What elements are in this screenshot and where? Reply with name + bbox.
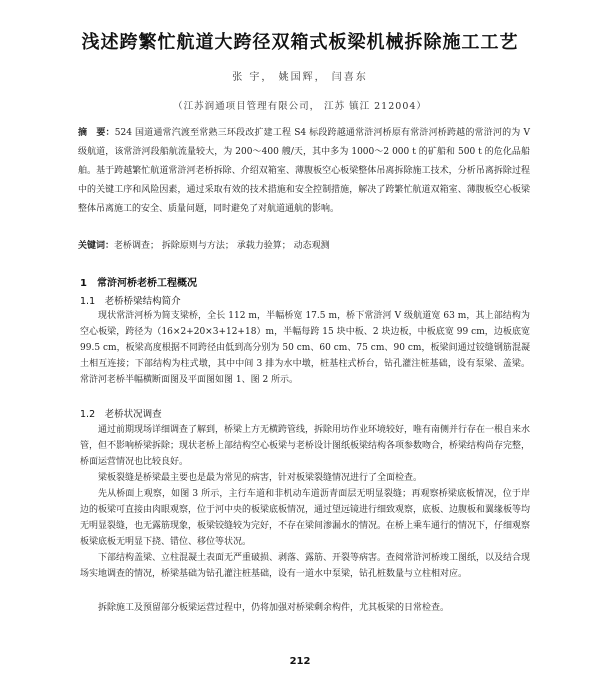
- paper-authors: 张 宇， 姚国辉， 闫喜东: [232, 72, 368, 83]
- paper-title: 浅述跨繁忙航道大跨径双箱式板梁机械拆除施工工艺: [81, 32, 519, 53]
- abstract-block: [78, 124, 530, 219]
- section-1-2-paragraph-3: 先从桥面上观察，如图 3 所示，主行车道和非机动车道沥青面层无明显裂缝；再观察桥梁底板情况，位于岸边的板梁可直接由肉眼观察，位于河中央的板梁底板情况，通过望远镜进行细致观察，底板、边腹板和翼缘板等均无明显裂缝，也无露筋现象，板梁铰缝较为完好，不存在梁间渗漏水的情况。在桥上乘车通行的情况下，仔细观察板梁底板无明显下挠、错位、移位等状况。: [80, 489, 531, 547]
- section-1-1-heading: 1.1 老桥桥梁结构简介: [80, 296, 181, 307]
- abstract-label: 摘 要：: [78, 128, 115, 138]
- section-1-2-paragraph-4: 下部结构盖梁、立柱混凝土表面无严重破损、剥落、露筋、开裂等病害。查阅常浒河桥竣工图纸，以及结合现场实地调查的情况，桥梁基础为钻孔灌注桩基础，设有一道水中泵梁，钻孔桩数量与立柱相对应。: [80, 553, 531, 579]
- section-1-2-paragraph-2: 梁板裂缝是桥梁最主要也是最为常见的病害，针对板梁裂缝情况进行了全面检查。: [98, 473, 423, 483]
- section-1-heading: 1 常浒河桥老桥工程概况: [80, 278, 197, 289]
- keywords-label: 关键词：: [78, 241, 115, 251]
- section-1-2-paragraph-5: 拆除施工及预留部分板梁运营过程中，仍将加强对桥梁剩余构件，尤其板梁的日常检查。: [98, 603, 450, 613]
- section-1-2-heading: 1.2 老桥状况调查: [80, 409, 162, 420]
- keywords-block: [78, 238, 530, 254]
- paper-affiliation: （江苏润通项目管理有限公司， 江苏 镇江 212004）: [173, 101, 427, 112]
- section-1-2-paragraph-1: 通过前期现场详细调查了解到，桥梁上方无横跨管线，拆除用坊作业环境较好，唯有南侧并行存在一根自来水管，但不影响桥梁拆除；现状老桥上部结构空心板梁与老桥设计图纸板梁结构各项参数吻合，桥梁结构尚存完整，桥面运营情况也比较良好。: [80, 425, 531, 467]
- keywords-text: 老桥调查； 拆除原则与方法； 承载力验算； 动态观测: [114, 241, 330, 251]
- page-number: 212: [289, 656, 311, 667]
- abstract-text: 524 国道通常汽渡至常熟三环段改扩建工程 S4 标段跨越通常浒河桥原有常浒河桥跨越的常浒河的为 V 级航道，该常浒河段船航流量较大，为 200～400 艘/天，其中多为 1000～2 000 t 的矿船和 500 t 的危化品船舶。基于跨越繁忙航道常浒河老桥拆除、介绍双箱室、薄腹板空心板梁整体吊离拆除施工技术，分析吊离拆除过程中的关键工序和风险因素，通过采取有效的技术措施和安全控制措施，解决了跨繁忙航道双箱室、薄腹板空心板梁整体吊离施工的安全、质量问题，同时避免了对航道通航的影响。: [78, 128, 530, 214]
- section-1-1-paragraph: 现状常浒河桥为简支梁桥，全长 112 m，半幅桥宽 17.5 m，桥下常浒河 V 级航道宽 63 m，其上部结构为空心板梁，跨径为（16×2+20×3+12+18）m，半幅每跨 15 块中板、2 块边板，中板底宽 99 cm，边板底宽 99.5 cm，板梁高度根据不同跨径由低到高分别为 50 cm、60 cm、75 cm、90 cm，板梁间通过铰缝钢筋混凝土相互连接；下部结构为柱式墩，其中中间 3 排为水中墩，桩基柱式桥台，钻孔灌注桩基础，设有泵梁、盖梁。常浒河老桥半幅横断面图及平面图如图 1、图 2 所示。: [80, 311, 530, 385]
